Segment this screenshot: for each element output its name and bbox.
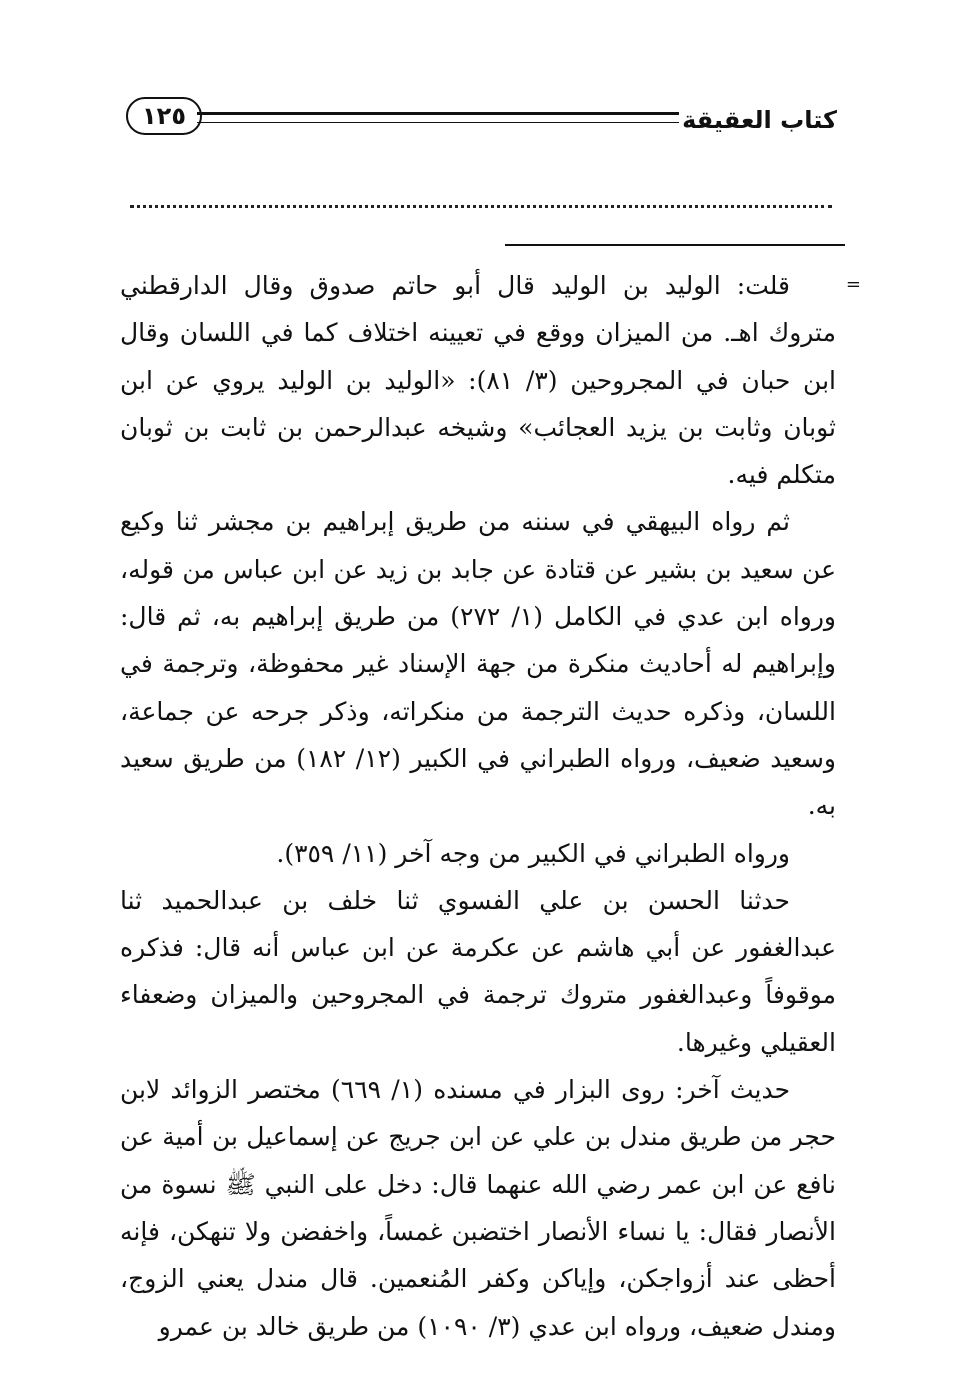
header-rule — [197, 112, 679, 123]
book-title: كتاب العقيقة — [682, 106, 837, 134]
continuation-mark: = — [845, 274, 861, 295]
page-number: ١٢٥ — [126, 97, 202, 135]
paragraph: ورواه الطبراني في الكبير من وجه آخر (١١/ ٣٥٩). — [276, 838, 790, 868]
dotted-separator — [130, 205, 832, 208]
footnote-rule — [505, 244, 845, 246]
paragraph: قلت: الوليد بن الوليد قال أبو حاتم صدوق وقال الدارقطني متروك اهـ. من الميزان ووقع في تعيينه اختلاف كما في اللسان وقال ابن حبان في المجروحين (٣/ ٨١): «الوليد بن الوليد يروي عن ابن ثوبان وثابت بن يزيد العجائب» وشيخه عبدالرحمن بن ثابت بن ثوبان متكلم فيه. — [120, 271, 836, 490]
paragraph: حديث آخر: روى البزار في مسنده (١/ ٦٦٩) مختصر الزوائد لابن حجر من طريق مندل بن علي عن ابن جريج عن إسماعيل بن أمية عن نافع عن ابن عمر رضي الله عنهما قال: دخل على النبي ﷺ نسوة من الأنصار فقال: يا نساء الأنصار اختضبن غمساً، واخفضن ولا تنهكن، فإنه أحظى عند أزواجكن، وإياكن وكفر المُنعمين. قال مندل يعني الزوج، ومندل ضعيف، ورواه ابن عدي (٣/ ١٠٩٠) من طريق خالد بن عمرو — [120, 1075, 836, 1341]
body-text — [120, 262, 836, 1350]
paragraph: حدثنا الحسن بن علي الفسوي ثنا خلف بن عبدالحميد ثنا عبدالغفور عن أبي هاشم عن عكرمة عن ابن عباس أنه قال: فذكره موقوفاً وعبدالغفور متروك ترجمة في المجروحين والميزان وضعفاء العقيلي وغيرها. — [120, 885, 836, 1057]
paragraph: ثم رواه البيهقي في سننه من طريق إبراهيم بن مجشر ثنا وكيع عن سعيد بن بشير عن قتادة عن جابد بن زيد عن ابن عباس من قوله، ورواه ابن عدي في الكامل (١/ ٢٧٢) من طريق إبراهيم به، ثم قال: وإبراهيم له أحاديث منكرة من جهة الإسناد غير محفوظة، وترجمة في اللسان، وذكره حديث الترجمة من منكراته، وذكر جرحه عن جماعة، وسعيد ضعيف، ورواه الطبراني في الكبير (١٢/ ١٨٢) من طريق سعيد به. — [120, 507, 837, 821]
